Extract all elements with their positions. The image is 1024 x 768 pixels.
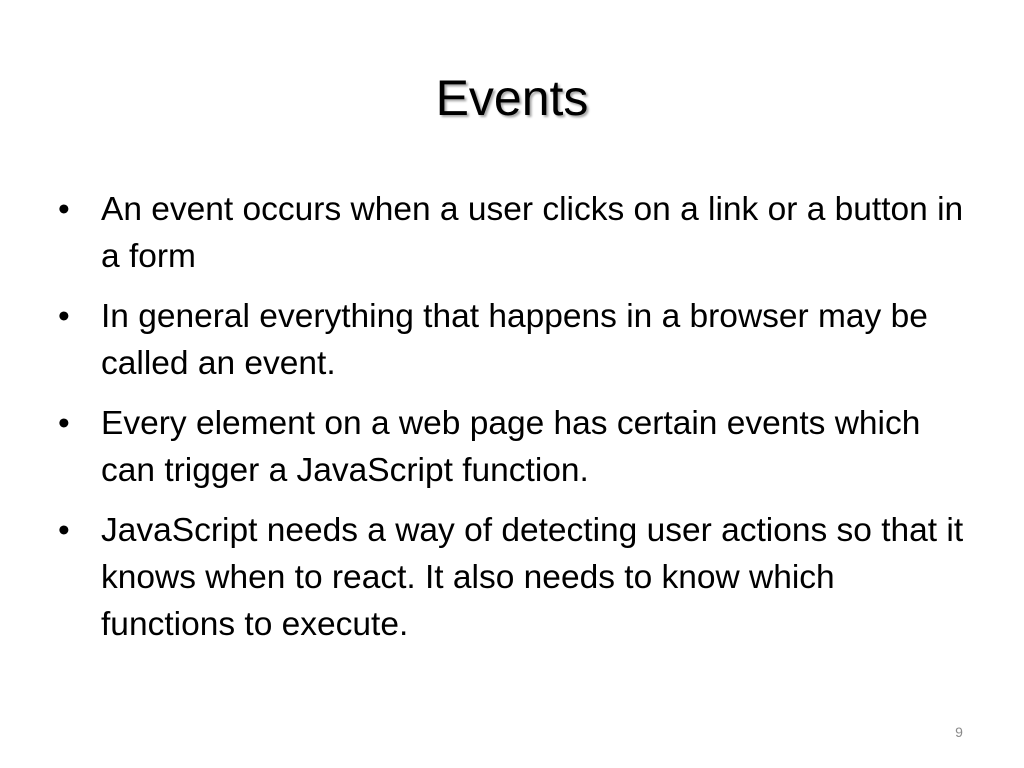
bullet-text: Every element on a web page has certain events which can trigger a JavaScript function. [101,405,921,489]
bullet-item [58,507,973,648]
bullet-text: In general everything that happens in a browser may be called an event. [101,298,928,382]
bullet-dot-icon: • [58,191,70,228]
bullet-text: An event occurs when a user clicks on a link or a button in a form [101,191,964,275]
bullet-text: JavaScript needs a way of detecting user actions so that it knows when to react. It also needs to know which functions to execute. [101,512,964,643]
bullet-dot-icon: • [58,512,70,549]
bullet-item [58,186,973,280]
page-number: 9 [955,724,963,740]
bullet-dot-icon: • [58,298,70,335]
bullet-item [58,293,973,387]
bullet-list [58,186,973,661]
bullet-dot-icon: • [58,405,70,442]
slide-title: Events [435,70,589,126]
bullet-item [58,400,973,494]
